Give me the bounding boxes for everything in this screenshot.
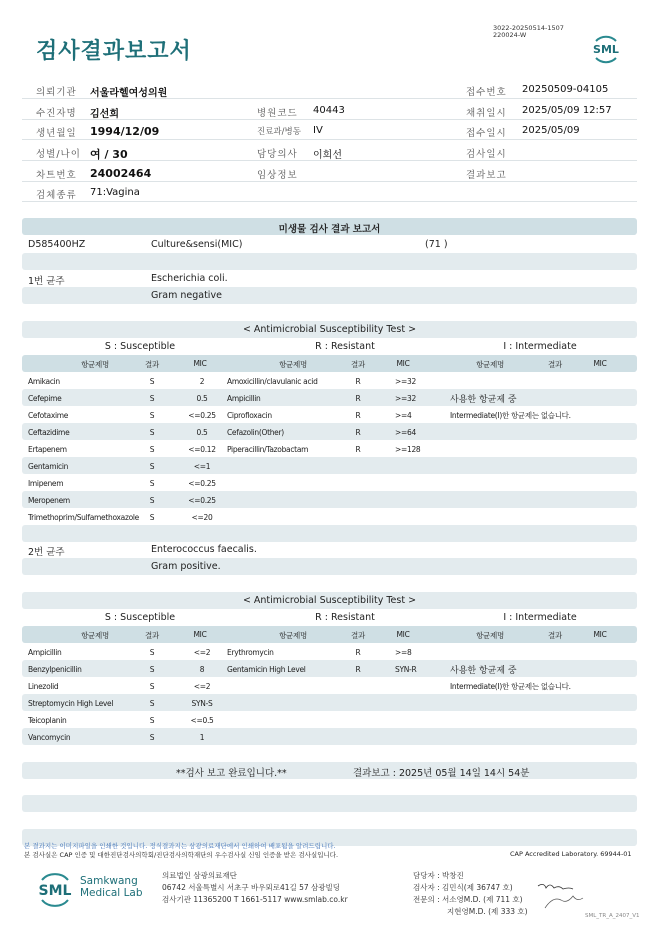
drug-mic: <=2 <box>193 648 211 657</box>
address: 06742 서울특별시 서초구 바우뫼로41길 57 삼광빌딩 <box>162 883 341 892</box>
drug-mic: >=32 <box>395 394 416 403</box>
lab-address <box>162 870 348 906</box>
drug-name: Vancomycin <box>28 733 71 742</box>
organism-name: Enterococcus faecalis. <box>151 544 257 555</box>
legend-intermediate: I : Intermediate <box>503 341 577 352</box>
drug-name: Ampicillin <box>227 394 261 403</box>
col-header-mic: MIC <box>593 630 607 639</box>
drug-mic: <=0.5 <box>190 716 214 725</box>
gram-band <box>22 558 637 575</box>
drug-name: Cefazolin(Other) <box>227 428 284 437</box>
hospital-code: 40443 <box>313 105 345 116</box>
drug-result: R <box>355 648 361 657</box>
label: 결과보고 <box>466 170 507 181</box>
manager: 담당자 : 박창진 <box>413 871 464 880</box>
label: 채취일시 <box>466 108 507 119</box>
intermediate-note: 사용한 항균제 중 <box>450 666 517 676</box>
drug-name: Cefotaxime <box>28 411 69 420</box>
ast-title: < Antimicrobial Susceptibility Test > <box>242 595 417 606</box>
specialist: 전문의 : 서소영M.D. (제 711 호) <box>413 895 523 904</box>
signature-icon <box>535 878 585 914</box>
complete-text: **검사 보고 완료입니다.** <box>176 768 287 779</box>
info-row <box>22 79 637 99</box>
drug-result: S <box>149 682 155 691</box>
col-header-result: 결과 <box>145 360 159 369</box>
patient-name: 김선희 <box>90 109 119 120</box>
label: 진료과/병동 <box>257 127 301 137</box>
report-code <box>493 25 564 39</box>
collected-time: 2025/05/09 12:57 <box>522 105 612 116</box>
drug-mic: SYN-S <box>191 699 213 708</box>
info-row <box>22 120 637 140</box>
drug-result: S <box>149 716 155 725</box>
gram-stain: Gram negative <box>151 290 222 301</box>
gram-band <box>22 287 637 304</box>
drug-name: Benzylpenicillin <box>28 665 82 674</box>
sml-logo-icon <box>34 870 76 908</box>
doctor: 이희선 <box>313 150 342 161</box>
drug-result: S <box>149 445 155 454</box>
legend-susceptible: S : Susceptible <box>104 612 176 623</box>
col-header-mic: MIC <box>193 359 207 368</box>
drug-result: S <box>149 479 155 488</box>
organism-name: Escherichia coli. <box>151 273 228 284</box>
legend-resistant: R : Resistant <box>315 612 375 623</box>
label: 병원코드 <box>257 108 298 119</box>
drug-name: Erythromycin <box>227 648 274 657</box>
drug-mic: <=1 <box>193 462 211 471</box>
col-header-mic: MIC <box>593 359 607 368</box>
drug-result: S <box>149 428 155 437</box>
drug-result: S <box>149 394 155 403</box>
drug-name: Ertapenem <box>28 445 67 454</box>
drug-name: Streptomycin High Level <box>28 699 114 708</box>
drug-name: Ampicillin <box>28 648 62 657</box>
drug-result: S <box>149 462 155 471</box>
isolate-label: 1번 균주 <box>28 276 65 287</box>
sex-age: 여 / 30 <box>90 148 128 161</box>
drug-name: Cefepime <box>28 394 62 403</box>
drug-name: Trimethoprim/Sulfamethoxazole <box>28 513 139 522</box>
chart-no: 24002464 <box>90 167 152 180</box>
col-header-mic: MIC <box>396 630 410 639</box>
drug-mic: >=8 <box>395 648 412 657</box>
receipt-no: 20250509-04105 <box>522 84 609 95</box>
drug-name: Ceftazidime <box>28 428 70 437</box>
col-header-drug: 항균제명 <box>476 360 504 369</box>
label: 임상정보 <box>257 170 298 181</box>
col-header-mic: MIC <box>396 359 410 368</box>
intermediate-note: Intermediate(I)한 항균제는 없습니다. <box>450 411 571 420</box>
row-band <box>22 389 637 406</box>
col-header-result: 결과 <box>351 360 365 369</box>
drug-name: Amikacin <box>28 377 60 386</box>
label: 검사일시 <box>466 149 507 160</box>
drug-result: S <box>149 699 155 708</box>
label: 접수일시 <box>466 128 507 139</box>
col-header-drug: 항균제명 <box>279 360 307 369</box>
contact: 검사기관 11365200 T 1661-5117 www.smlab.co.kr <box>162 895 348 904</box>
drug-mic: <=0.25 <box>188 411 216 420</box>
col-header-mic: MIC <box>193 630 207 639</box>
drug-mic: 0.5 <box>196 394 208 403</box>
intermediate-note: 사용한 항균제 중 <box>450 395 517 405</box>
col-header-result: 결과 <box>145 631 159 640</box>
row-band <box>22 694 637 711</box>
drug-result: S <box>149 648 155 657</box>
notice-image: 본 결과지는 이미지파일을 인쇄한 것입니다. 정식결과지는 삼광의료재단에서 인쇄하여 배포됨을 알려드립니다. <box>24 842 336 850</box>
isolate-label: 2번 균주 <box>28 547 65 558</box>
drug-mic: <=20 <box>191 513 213 522</box>
drug-name: Gentamicin High Level <box>227 665 306 674</box>
ast-title: < Antimicrobial Susceptibility Test > <box>242 324 417 335</box>
label: 차트번호 <box>36 170 77 181</box>
institution: 서울라헬여성의원 <box>90 88 168 99</box>
drug-name: Linezolid <box>28 682 59 691</box>
row-band <box>22 525 637 542</box>
row-band <box>22 728 637 745</box>
drug-name: Imipenem <box>28 479 64 488</box>
cap-accreditation: CAP Accredited Laboratory. 69944-01 <box>510 850 632 858</box>
info-row <box>22 182 637 202</box>
tester: 검사자 : 김민식(제 36747 호) <box>413 883 513 892</box>
drug-mic: >=64 <box>395 428 416 437</box>
drug-mic: >=32 <box>395 377 416 386</box>
drug-name: Teicoplanin <box>28 716 67 725</box>
col-header-drug: 항균제명 <box>81 631 109 640</box>
col-header-result: 결과 <box>351 631 365 640</box>
signatories <box>413 870 528 918</box>
report-time: 결과보고 : 2025년 05월 14일 14시 54분 <box>353 768 530 779</box>
drug-mic: 8 <box>199 665 205 674</box>
empty-band <box>22 253 637 270</box>
col-header-result: 결과 <box>548 360 562 369</box>
drug-result: S <box>149 411 155 420</box>
test-code: D585400HZ <box>28 239 86 250</box>
label: 생년월일 <box>36 128 77 139</box>
svg-text:SML: SML <box>593 43 619 56</box>
drug-name: Gentamicin <box>28 462 69 471</box>
complete-band <box>22 762 637 779</box>
label: 검체종류 <box>36 190 77 201</box>
drug-name: Ciprofloxacin <box>227 411 272 420</box>
page-title: 검사결과보고서 <box>36 39 192 64</box>
specimen: 71:Vagina <box>90 187 140 198</box>
drug-result: S <box>149 665 155 674</box>
drug-mic: <=0.12 <box>188 445 216 454</box>
drug-name: Meropenem <box>28 496 70 505</box>
label: 성별/나이 <box>36 149 81 160</box>
drug-result: R <box>355 377 361 386</box>
drug-result: S <box>149 513 155 522</box>
label: 수진자명 <box>36 108 77 119</box>
received-date: 2025/05/09 <box>522 125 580 136</box>
drug-mic: <=0.25 <box>188 496 216 505</box>
label: 담당의사 <box>257 149 298 160</box>
drug-result: S <box>149 377 155 386</box>
drug-name: Piperacillin/Tazobactam <box>227 445 309 454</box>
intermediate-note: Intermediate(I)한 항균제는 없습니다. <box>450 682 571 691</box>
row-band <box>22 660 637 677</box>
sml-logo-icon <box>588 31 624 67</box>
drug-mic: <=2 <box>193 682 211 691</box>
label: 접수번호 <box>466 87 507 98</box>
lab-name-line: Samkwang <box>80 875 138 887</box>
row-band <box>22 491 637 508</box>
drug-mic: 2 <box>199 377 205 386</box>
drug-mic: 0.5 <box>196 428 208 437</box>
org: 의료법인 삼광의료재단 <box>162 871 237 880</box>
col-header-result: 결과 <box>548 631 562 640</box>
drug-result: R <box>355 665 361 674</box>
code-line: 3022-20250514-1507 <box>493 24 564 32</box>
drug-mic: >=128 <box>395 445 421 454</box>
lab-name-line: Medical Lab <box>80 887 143 899</box>
drug-result: S <box>149 733 155 742</box>
drug-result: R <box>355 428 361 437</box>
empty-band <box>22 795 637 812</box>
micro-title: 미생물 검사 결과 보고서 <box>278 224 381 235</box>
row-band <box>22 423 637 440</box>
col-header-drug: 항균제명 <box>279 631 307 640</box>
col-header-drug: 항균제명 <box>81 360 109 369</box>
row-band <box>22 457 637 474</box>
drug-result: S <box>149 496 155 505</box>
drug-name: Amoxicillin/clavulanic acid <box>227 377 318 386</box>
form-code: SML_TR_A_2407_V1 <box>585 913 640 919</box>
lab-name <box>80 875 143 899</box>
specimen-code: (71 ) <box>425 239 448 250</box>
specialist: 지현영M.D. (제 333 호) <box>447 907 528 916</box>
svg-text:SML: SML <box>38 883 72 899</box>
drug-result: R <box>355 445 361 454</box>
notice-cap: 본 검사실은 CAP 인증 및 대한진단검사의학회/진단검사의학재단의 우수검사실 신임 인증을 받은 검사실입니다. <box>24 851 339 859</box>
legend-intermediate: I : Intermediate <box>503 612 577 623</box>
info-row <box>22 100 637 120</box>
dob: 1994/12/09 <box>90 125 160 138</box>
label: 의뢰기관 <box>36 87 77 98</box>
drug-mic: >=4 <box>395 411 412 420</box>
gram-stain: Gram positive. <box>151 561 221 572</box>
dept: IV <box>313 125 323 136</box>
legend-susceptible: S : Susceptible <box>104 341 176 352</box>
test-name: Culture&sensi(MIC) <box>151 239 243 250</box>
legend-resistant: R : Resistant <box>315 341 375 352</box>
drug-result: R <box>355 394 361 403</box>
info-row <box>22 162 637 182</box>
drug-mic: <=0.25 <box>188 479 216 488</box>
drug-result: R <box>355 411 361 420</box>
drug-mic: 1 <box>199 733 205 742</box>
code-line: 220024-W <box>493 31 527 39</box>
info-row <box>22 141 637 161</box>
drug-mic: SYN-R <box>395 665 417 674</box>
col-header-drug: 항균제명 <box>476 631 504 640</box>
